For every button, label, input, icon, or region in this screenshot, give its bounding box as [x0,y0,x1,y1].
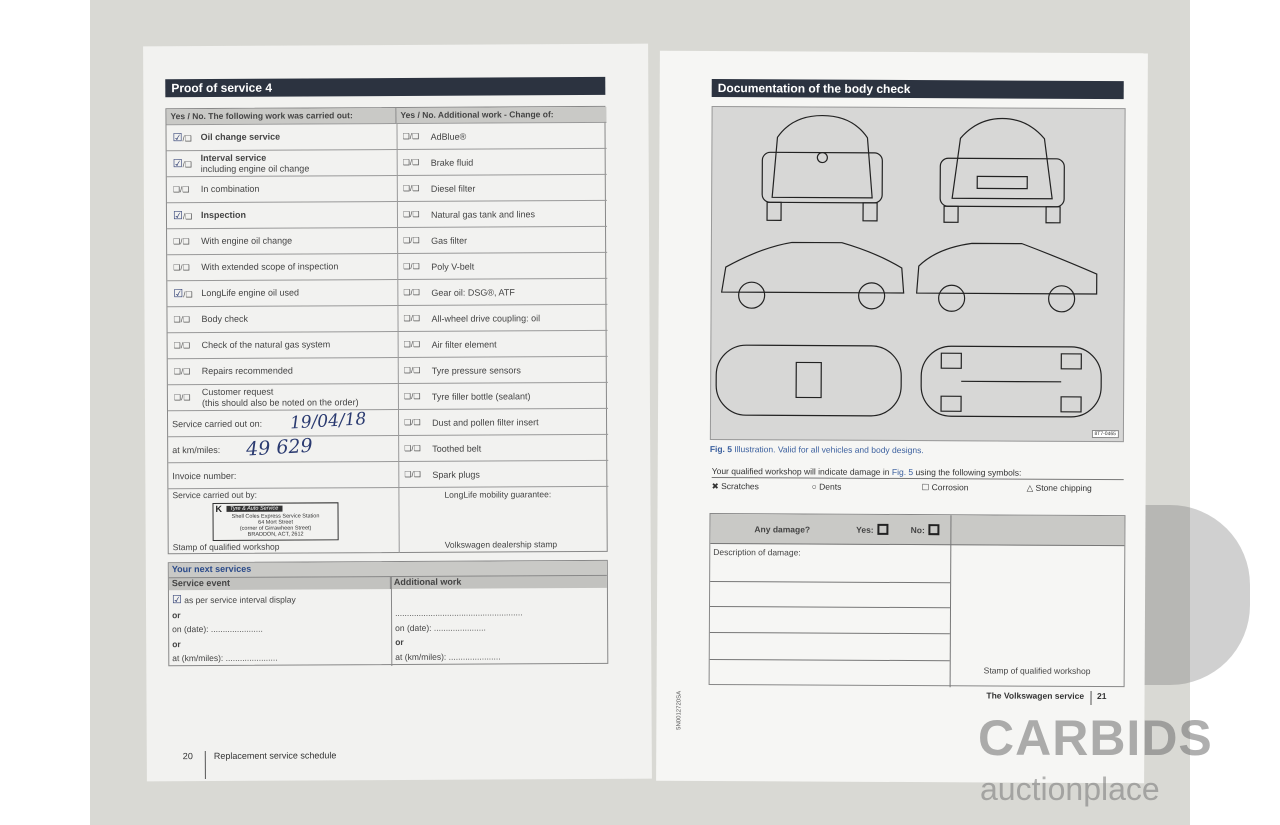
checkbox-icon[interactable]: ❑/❑ [404,469,421,479]
longlife-label: LongLife mobility guarantee: [444,489,552,500]
service-event-header: Service event [169,577,391,590]
row-label: Spark plugs [432,469,480,480]
car-side-left-icon [722,242,904,309]
additional-work-row [398,408,608,435]
row-label-sub: including engine oil change [200,162,310,174]
row-label: Toothed belt [432,443,482,454]
checked-box-icon[interactable]: ☑/❑ [172,132,192,145]
yes-checkbox[interactable] [878,524,889,535]
checkbox-icon[interactable]: ❑/❑ [172,185,190,195]
damage-symbol [712,481,759,492]
checkbox-icon[interactable]: ❑/❑ [173,341,191,351]
checkbox-icon[interactable]: ❑/❑ [173,393,191,403]
stamp-line: 64 Mort Street [258,519,294,526]
row-label [201,236,292,247]
checked-box-icon[interactable]: ☑/❑ [172,158,193,171]
symbol-label: Corrosion [931,482,969,493]
car-rear-view-icon [762,115,883,221]
additional-work-row [397,252,607,279]
checkbox-icon[interactable]: ❑/❑ [403,313,421,323]
row-label-main: Inspection [200,209,247,221]
row-label: Tyre pressure sensors [431,364,521,376]
col2-header: Yes / No. Additional work - Change of: [396,107,606,123]
as-per-interval: as per service interval display [184,594,296,606]
symbol-label: Scratches [721,481,759,492]
service-row [168,383,398,410]
checkbox-icon[interactable]: ❑/❑ [173,263,190,273]
checkbox-icon[interactable]: ❑/❑ [173,237,190,247]
stamp-label: Stamp of qualified workshop [172,541,280,553]
symbol-icon: ○ [811,481,817,492]
damage-symbol [1027,483,1092,494]
row-label [201,261,338,273]
stamp-k-logo-icon: K [215,503,223,514]
on-date-field: on (date): ...................... [395,622,486,633]
figure-code: 8T7-0465 [1091,430,1118,438]
fig-number: Fig. 5 [709,443,733,455]
checkbox-icon[interactable]: ❑/❑ [403,287,420,297]
symbol-icon: ☐ [921,482,930,493]
row-label [201,132,281,143]
service-date-label: Service carried out on: [172,418,263,429]
row-label: Dust and pollen filter insert [432,416,539,428]
row-label-main: With engine oil change [201,235,293,247]
row-label: Brake fluid [430,157,474,168]
symbol-icon: ✖ [711,481,719,492]
at-km-field: at (km/miles): ...................... [395,650,501,662]
stamp-line: BRADDON, ACT, 2612 [247,531,304,538]
service-row [166,123,396,150]
damage-symbol [812,482,842,492]
row-label: Diesel filter [430,183,476,194]
row-label: Gas filter [431,235,468,246]
checkbox-icon[interactable]: ❑/❑ [404,443,421,453]
car-side-right-icon [917,243,1097,312]
row-label [201,210,246,221]
additional-work-row [397,174,607,201]
left-page-title: Proof of service 4 [165,77,605,97]
service-date-value: 19/04/18 [289,409,367,434]
row-label-main: With extended scope of inspection [201,261,339,273]
checked-box-icon[interactable]: ☑/❑ [172,210,193,223]
service-row [168,331,398,358]
car-front-view-icon [940,118,1065,223]
additional-work-row [397,278,607,305]
additional-work-row [398,356,608,383]
checked-box-icon[interactable]: ☑/❑ [173,288,193,301]
next-services-title: Your next services [169,561,607,577]
row-label: Tyre filler bottle (sealant) [431,390,531,402]
row-label: Poly V-belt [431,261,475,272]
additional-work-row [398,330,608,357]
service-row [167,253,397,280]
stamp-label: Stamp of qualified workshop [983,665,1091,676]
at-km-field: at (km/miles): ...................... [172,652,278,664]
additional-work-row [397,148,607,175]
row-label [202,366,293,377]
service-row [167,175,397,202]
any-damage-label: Any damage? [754,523,811,535]
fig-caption: Illustration. Valid for all vehicles and body designs. [734,444,924,456]
checkbox-icon[interactable]: ❑/❑ [403,261,420,271]
description-label: Description of damage: [713,547,801,558]
vehicle-illustration [710,106,1126,442]
checkbox-icon[interactable]: ❑/❑ [403,339,421,349]
row-label-main: LongLife engine oil used [201,287,299,299]
row-label-main: Body check [201,313,249,325]
additional-work-row [398,460,608,487]
service-row [168,357,398,384]
row-label: All-wheel drive coupling: oil [431,312,541,324]
row-label: AdBlue® [430,131,467,142]
service-row [167,149,397,176]
no-label: No: [910,524,925,535]
stamp-brand: Tyre & Auto Service [226,506,282,512]
service-table [165,106,607,554]
watermark-sub: auctionplace [980,771,1160,807]
left-page [143,44,652,782]
row-label-main: In combination [200,183,260,195]
watermark-brand: CARBIDS [978,710,1213,766]
fig-link[interactable]: Fig. 5 [891,466,914,478]
or-label: or [172,609,181,620]
footer-title: Replacement service schedule [205,750,337,779]
additional-work-row [398,434,608,461]
symbol-label: Dents [819,481,842,492]
additional-work-row [397,200,607,227]
symbol-label: Stone chipping [1035,482,1092,493]
row-label: Natural gas tank and lines [430,208,536,220]
km-label: at km/miles: [172,444,221,455]
row-label [202,339,331,351]
row-label [201,314,248,325]
checked-box-icon[interactable]: ☑ [171,594,182,607]
checkbox-icon[interactable]: ❑/❑ [403,235,420,245]
checkbox-icon[interactable]: ❑/❑ [402,183,420,193]
row-label-main: Customer request [201,386,274,397]
row-label: Air filter element [431,338,497,350]
row-label-main: Oil change service [200,131,281,143]
row-label [201,288,299,300]
checkbox-icon[interactable]: ❑/❑ [402,131,420,141]
page-number: 21 [1090,691,1107,705]
additional-work-header: Additional work [393,576,462,588]
or-label: or [172,638,181,649]
right-page-title: Documentation of the body check [712,79,1124,99]
damage-symbol [922,482,969,493]
no-checkbox[interactable] [929,524,940,535]
yes-label: Yes: [856,524,874,535]
checkbox-icon[interactable]: ❑/❑ [402,209,420,219]
on-date-field: on (date): ...................... [172,623,263,635]
additional-work-row [398,382,608,409]
right-page [656,51,1148,784]
service-row [167,279,397,306]
row-label [201,184,260,195]
col1-header: Yes / No. The following work was carried out: [166,108,396,124]
page-number: 20 [182,751,193,762]
vertical-code: 5N0012720SA [676,690,683,730]
row-label [201,152,310,175]
symbols-intro-end: using the following symbols: [913,467,1022,478]
checkbox-icon[interactable]: ❑/❑ [404,417,421,427]
dealer-stamp-label: Volkswagen dealership stamp [444,539,558,550]
row-label-main: Interval service [200,152,267,163]
checkbox-icon[interactable]: ❑/❑ [173,315,191,325]
row-label-sub: (this should also be noted on the order) [201,396,359,408]
invoice-label: Invoice number: [172,470,237,481]
additional-work-row [396,122,606,149]
service-row [167,201,397,228]
symbol-icon: △ [1026,482,1034,493]
additional-work-field: ...................................................... [395,607,523,619]
additional-work-row [397,226,607,253]
km-value: 49 629 [245,434,314,461]
stamp-line: Shell Coles Express Service Station [231,513,320,520]
or-label: or [395,636,404,648]
additional-work-row [397,304,607,331]
symbols-intro: Your qualified workshop will indicate damage in [711,466,892,477]
row-label-main: Repairs recommended [201,365,293,377]
stamp-line: (corner of Girrawheen Street) [239,525,312,532]
car-underbody-icon [921,346,1101,417]
checkbox-icon[interactable]: ❑/❑ [403,391,421,401]
checkbox-icon[interactable]: ❑/❑ [402,157,420,167]
row-label-main: Check of the natural gas system [201,339,331,351]
checkbox-icon[interactable]: ❑/❑ [173,367,191,377]
row-label [202,386,359,409]
carried-by-label: Service carried out by: [172,489,258,501]
next-services-table [168,560,609,666]
service-row [167,227,397,254]
footer-title: The Volkswagen service [986,690,1085,701]
service-row [167,305,397,332]
checkbox-icon[interactable]: ❑/❑ [403,365,421,375]
damage-table [709,513,1126,687]
workshop-stamp [212,502,338,541]
row-label: Gear oil: DSG®, ATF [431,286,515,298]
car-top-view-icon [716,345,901,416]
